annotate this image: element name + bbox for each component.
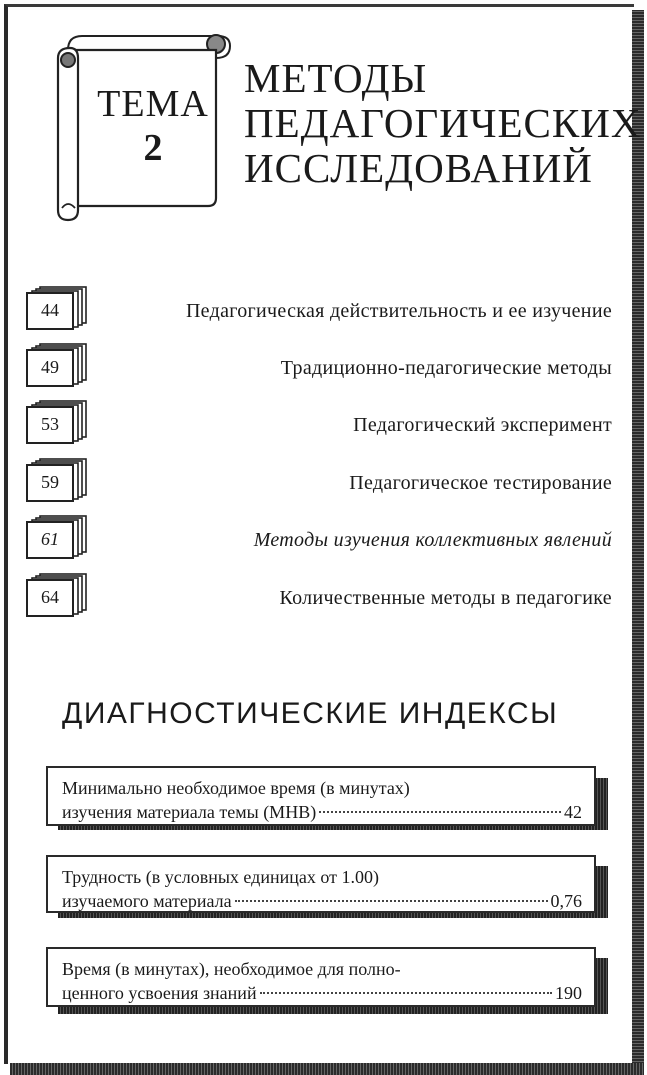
leader-dots xyxy=(260,992,552,994)
toc-item-label: Педагогический эксперимент xyxy=(353,414,612,436)
toc-page-number: 59 xyxy=(41,472,59,492)
title-line: ПЕДАГОГИЧЕСКИХ xyxy=(244,100,642,146)
toc-page-number: 44 xyxy=(41,300,59,320)
title-line: ИССЛЕДОВАНИЙ xyxy=(244,145,593,191)
toc-item[interactable] xyxy=(26,573,616,617)
toc-page-number: 53 xyxy=(41,414,59,434)
diagnostic-description: Трудность (в условных единицах от 1.00) xyxy=(62,867,379,887)
toc-item-label: Количественные методы в педагогике xyxy=(279,587,612,609)
toc-item[interactable] xyxy=(26,400,616,444)
toc-item[interactable] xyxy=(26,515,616,559)
toc-page-number: 64 xyxy=(41,587,59,607)
diagnostic-box-difficulty xyxy=(46,855,596,913)
toc-page-number: 49 xyxy=(41,357,59,377)
leader-dots xyxy=(319,811,561,813)
diagnostic-description: изучаемого материала xyxy=(62,891,232,911)
diagnostic-value-line xyxy=(62,800,582,824)
topic-number: 2 xyxy=(143,127,163,169)
diagnostic-value: 42 xyxy=(564,802,582,822)
leader-dots xyxy=(235,900,548,902)
topic-label: ТЕМА xyxy=(97,83,209,125)
diagnostic-value: 0,76 xyxy=(550,891,582,911)
page-title xyxy=(244,55,642,191)
toc-item-label: Педагогическая действительность и ее изучение xyxy=(185,300,612,322)
toc-item[interactable] xyxy=(26,458,616,502)
page-shadow-bottom xyxy=(10,1063,644,1075)
diagnostic-description: Время (в минутах), необходимое для полно- xyxy=(62,959,401,979)
diagnostic-value-line xyxy=(62,981,582,1005)
diagnostic-description: изучения материала темы (МНВ) xyxy=(62,802,317,822)
toc-item[interactable] xyxy=(26,343,616,387)
diagnostics-heading: ДИАГНОСТИЧЕСКИЕ ИНДЕКСЫ xyxy=(62,697,559,730)
diagnostic-description: ценного усвоения знаний xyxy=(62,983,257,1003)
diagnostic-box-full-time xyxy=(46,947,596,1007)
diagnostic-description: Минимально необходимое время (в минутах) xyxy=(62,778,410,798)
diagnostic-box-min-time xyxy=(46,766,596,826)
toc-item-label: Методы изучения коллективных явлений xyxy=(253,529,612,551)
title-line: МЕТОДЫ xyxy=(244,55,428,101)
diagnostic-value-line xyxy=(62,889,582,913)
toc-page-number: 61 xyxy=(41,529,59,549)
toc-item[interactable] xyxy=(26,286,616,330)
topic-scroll xyxy=(48,28,238,228)
toc-item-label: Традиционно-педагогические методы xyxy=(280,357,612,379)
toc-item-label: Педагогическое тестирование xyxy=(349,472,612,494)
diagnostic-value: 190 xyxy=(555,983,582,1003)
